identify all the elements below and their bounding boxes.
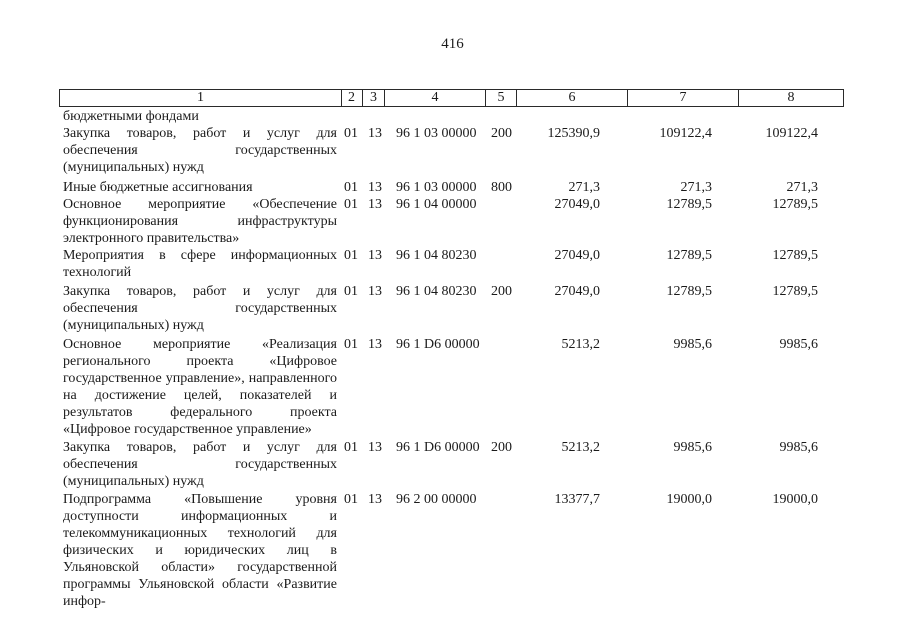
row-code-expense-type: 200 (491, 126, 512, 141)
header-col-8: 8 (739, 89, 844, 107)
row-value-8: 12789,5 (772, 284, 818, 299)
page-number: 416 (441, 36, 464, 52)
row-code-expense-type: 200 (491, 440, 512, 455)
row-name: бюджетными фондами (63, 109, 199, 124)
row-code-target: 96 1 03 00000 (396, 126, 477, 141)
row-value-8: 12789,5 (772, 248, 818, 263)
row-value-8: 12789,5 (772, 197, 818, 212)
row-value-6: 125390,9 (547, 126, 600, 141)
row-name: Иные бюджетные ассигнования (63, 180, 253, 195)
header-col-4: 4 (385, 89, 486, 107)
row-code-section: 01 (344, 180, 358, 195)
row-code-subsection: 13 (368, 440, 382, 455)
row-value-7: 109122,4 (659, 126, 712, 141)
row-value-8: 19000,0 (772, 492, 818, 507)
row-value-6: 27049,0 (554, 197, 600, 212)
row-code-section: 01 (344, 248, 358, 263)
row-code-section: 01 (344, 284, 358, 299)
row-code-section: 01 (344, 126, 358, 141)
row-code-subsection: 13 (368, 180, 382, 195)
row-code-section: 01 (344, 440, 358, 455)
row-value-7: 271,3 (680, 180, 712, 195)
row-code-expense-type: 800 (491, 180, 512, 195)
row-name: Закупка товаров, работ и услуг для обеспечения государственных (муниципальных) нужд (63, 284, 337, 333)
row-code-subsection: 13 (368, 197, 382, 212)
row-value-7: 12789,5 (666, 284, 712, 299)
table-header (59, 89, 844, 107)
row-value-7: 12789,5 (666, 197, 712, 212)
row-code-subsection: 13 (368, 492, 382, 507)
header-col-5: 5 (486, 89, 517, 107)
row-value-8: 271,3 (786, 180, 818, 195)
row-value-8: 9985,6 (779, 440, 818, 455)
row-value-7: 12789,5 (666, 248, 712, 263)
row-name: Закупка товаров, работ и услуг для обеспечения государственных (муниципальных) нужд (63, 126, 337, 175)
row-name: Закупка товаров, работ и услуг для обеспечения государственных (муниципальных) нужд (63, 440, 337, 489)
row-code-target: 96 1 D6 00000 (396, 440, 480, 455)
row-code-target: 96 1 03 00000 (396, 180, 477, 195)
row-code-section: 01 (344, 197, 358, 212)
row-value-8: 9985,6 (779, 337, 818, 352)
header-col-6: 6 (517, 89, 628, 107)
header-col-1: 1 (59, 89, 342, 107)
row-name: Подпрограмма «Повышение уровня доступности информационных и телекоммуникационных технологий для физических и юридических лиц в Ульяновской области» государственной программы Ульяновской области «Развитие инфор- (63, 492, 337, 609)
row-name: Основное мероприятие «Обеспечение функционирования инфраструктуры электронного правительства» (63, 197, 337, 246)
row-value-6: 5213,2 (561, 337, 600, 352)
row-code-target: 96 1 04 80230 (396, 284, 477, 299)
row-name: Мероприятия в сфере информационных технологий (63, 248, 337, 280)
row-value-6: 5213,2 (561, 440, 600, 455)
row-code-section: 01 (344, 337, 358, 352)
row-code-subsection: 13 (368, 337, 382, 352)
header-col-7: 7 (628, 89, 739, 107)
row-value-6: 27049,0 (554, 284, 600, 299)
row-code-target: 96 2 00 00000 (396, 492, 477, 507)
row-value-7: 19000,0 (666, 492, 712, 507)
header-col-3: 3 (363, 89, 385, 107)
row-value-7: 9985,6 (673, 440, 712, 455)
row-code-target: 96 1 D6 00000 (396, 337, 480, 352)
row-value-7: 9985,6 (673, 337, 712, 352)
row-code-subsection: 13 (368, 248, 382, 263)
row-code-section: 01 (344, 492, 358, 507)
header-col-2: 2 (341, 89, 363, 107)
row-value-6: 27049,0 (554, 248, 600, 263)
row-code-subsection: 13 (368, 284, 382, 299)
row-code-target: 96 1 04 00000 (396, 197, 477, 212)
row-code-subsection: 13 (368, 126, 382, 141)
row-value-6: 13377,7 (554, 492, 600, 507)
row-code-expense-type: 200 (491, 284, 512, 299)
row-value-8: 109122,4 (765, 126, 818, 141)
row-name: Основное мероприятие «Реализация регионального проекта «Цифровое государственное управление», направленного на достижение целей, показателей и результатов федерального проекта «Цифровое государственное управление» (63, 337, 337, 437)
row-code-target: 96 1 04 80230 (396, 248, 477, 263)
row-value-6: 271,3 (568, 180, 600, 195)
